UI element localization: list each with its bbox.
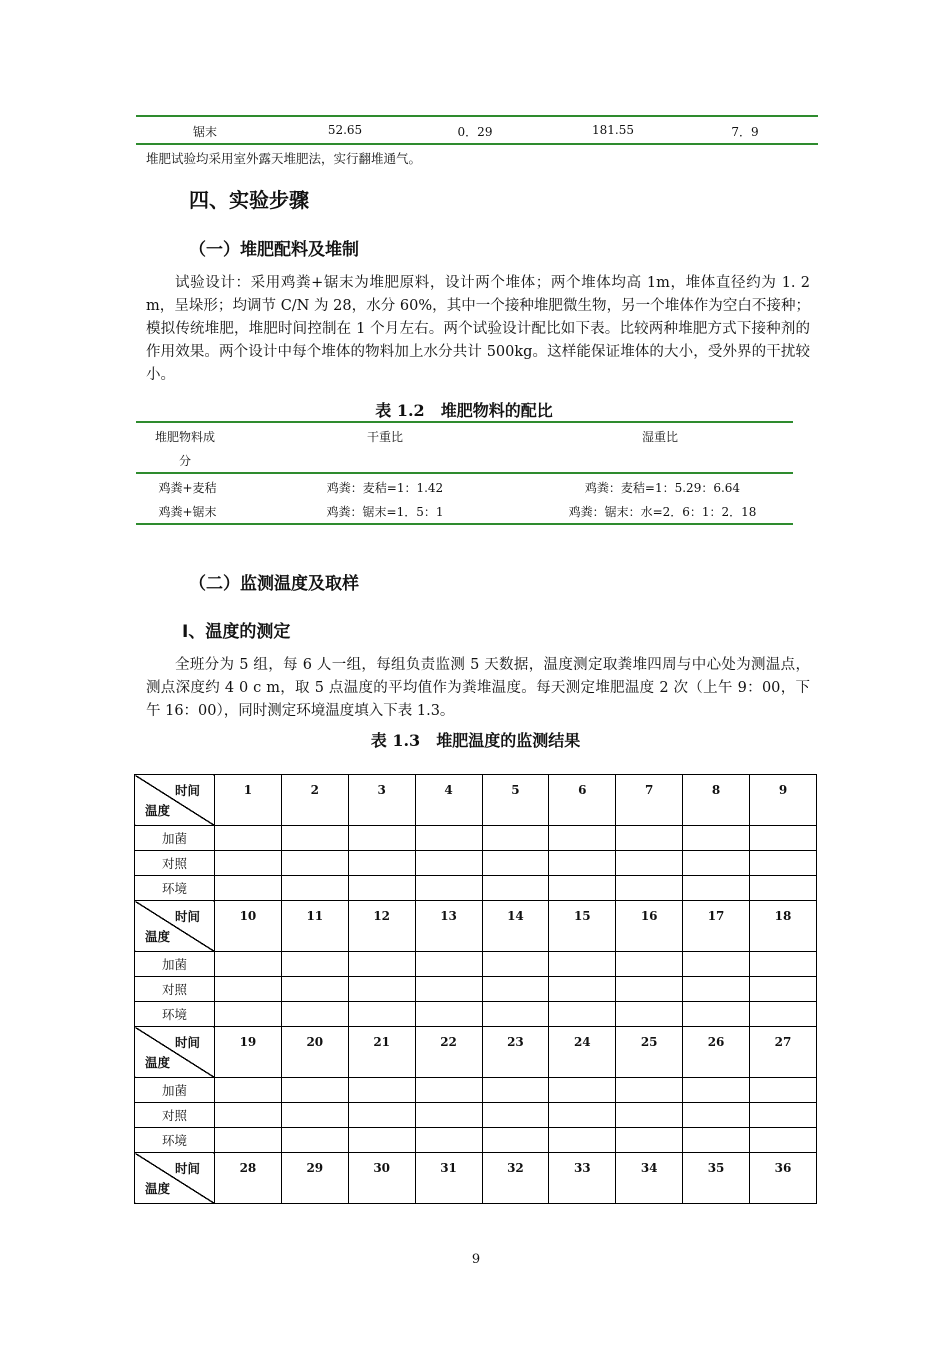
day-cell: 29 [281, 1153, 348, 1204]
day-cell: 28 [215, 1153, 282, 1204]
row-label-ambient: 环境 [135, 1128, 215, 1153]
day-cell: 26 [683, 1027, 750, 1078]
row-label-inoculated: 加菌 [135, 1078, 215, 1103]
table-row [135, 1153, 817, 1204]
day-cell: 32 [482, 1153, 549, 1204]
corner-time-label: 时间 [174, 1035, 200, 1050]
day-cell: 13 [415, 901, 482, 952]
table-1-2-row1-material: 鸡粪+麦秸 [158, 481, 217, 495]
corner-header-cell [135, 901, 215, 952]
day-cell: 16 [616, 901, 683, 952]
day-cell: 9 [750, 775, 817, 826]
day-cell: 27 [750, 1027, 817, 1078]
table-1-2-rule-bottom [136, 523, 793, 525]
temperature-table [134, 774, 817, 1204]
subsection-3-title: Ⅰ、温度的测定 [182, 622, 291, 642]
top-table-cell-3: 0．29 [457, 125, 493, 139]
row-label-ambient: 环境 [135, 1002, 215, 1027]
table-row [135, 1078, 817, 1103]
table-1-2-row2-dry: 鸡粪：锯末=1．5：1 [326, 505, 444, 519]
table-1-2-row1-wet: 鸡粪：麦秸=1：5.29：6.64 [584, 481, 741, 495]
row-label-control: 对照 [135, 977, 215, 1002]
day-cell: 30 [348, 1153, 415, 1204]
table-1-2-row2-wet: 鸡粪：锯末：水=2．6：1：2．18 [568, 505, 757, 519]
table-1-2-rule-mid [136, 472, 793, 474]
table-1-2-header-dry: 干重比 [366, 430, 403, 444]
table-row [135, 826, 817, 851]
top-table-rule-bottom [136, 143, 818, 145]
corner-header-cell [135, 1027, 215, 1078]
page-number: 9 [471, 1252, 481, 1267]
table-1-2-row1-dry: 鸡粪：麦秸=1：1.42 [326, 481, 444, 495]
day-cell: 5 [482, 775, 549, 826]
day-cell: 22 [415, 1027, 482, 1078]
corner-temp-label: 温度 [145, 803, 171, 818]
row-label-control: 对照 [135, 851, 215, 876]
subsection-1-title: （一）堆肥配料及堆制 [189, 240, 359, 260]
day-cell: 19 [215, 1027, 282, 1078]
day-cell: 4 [415, 775, 482, 826]
table-row [135, 901, 817, 952]
table-row [135, 851, 817, 876]
day-cell: 15 [549, 901, 616, 952]
table-row [135, 1002, 817, 1027]
top-table-cell-5: 7．9 [731, 125, 759, 139]
day-cell: 7 [616, 775, 683, 826]
table-row [135, 1027, 817, 1078]
day-cell: 1 [215, 775, 282, 826]
corner-time-label: 时间 [174, 1161, 200, 1176]
day-cell: 10 [215, 901, 282, 952]
table-row [135, 977, 817, 1002]
day-cell: 33 [549, 1153, 616, 1204]
day-cell: 23 [482, 1027, 549, 1078]
subsection-2-title: （二）监测温度及取样 [189, 574, 359, 594]
day-cell: 11 [281, 901, 348, 952]
day-cell: 3 [348, 775, 415, 826]
day-cell: 17 [683, 901, 750, 952]
row-label-ambient: 环境 [135, 876, 215, 901]
corner-header-cell [135, 775, 215, 826]
subsection-3-paragraph: 全班分为 5 组，每 6 人一组，每组负责监测 5 天数据，温度测定取粪堆四周与中心处为测温点，测点深度约 4 0 c m，取 5 点温度的平均值作为粪堆温度。每天测定堆肥温度 2 次（上午 9：00，下午 16：00），同时测定环境温度填入下表 1.3。 [146, 657, 810, 719]
table-1-2-header-material-line1: 堆肥物料成 [154, 430, 215, 444]
corner-temp-label: 温度 [145, 1181, 171, 1196]
day-cell: 12 [348, 901, 415, 952]
row-label-inoculated: 加菌 [135, 952, 215, 977]
table-row [135, 952, 817, 977]
day-cell: 34 [616, 1153, 683, 1204]
table-1-2-row2-material: 鸡粪+锯末 [158, 505, 217, 519]
table-row [135, 1128, 817, 1153]
top-table-rule-top [136, 115, 818, 117]
corner-temp-label: 温度 [145, 929, 171, 944]
table-1-3-caption: 表 1.3 堆肥温度的监测结果 [370, 731, 581, 750]
corner-temp-label: 温度 [145, 1055, 171, 1070]
table-1-2-header-material-line2: 分 [178, 454, 191, 468]
day-cell: 6 [549, 775, 616, 826]
corner-time-label: 时间 [174, 909, 200, 924]
day-cell: 35 [683, 1153, 750, 1204]
day-cell: 25 [616, 1027, 683, 1078]
note-text: 堆肥试验均采用室外露天堆肥法，实行翻堆通气。 [146, 151, 422, 166]
table-1-2-rule-top [136, 421, 793, 423]
day-cell: 2 [281, 775, 348, 826]
subsection-1-paragraph: 试验设计：采用鸡粪+锯末为堆肥原料，设计两个堆体；两个堆体均高 1m，堆体直径约为 1. 2 m，呈垛形；均调节 C/N 为 28，水分 60%，其中一个接种堆肥微生物，另一个堆体作为空白不接种；模拟传统堆肥，堆肥时间控制在 1 个月左右。两个试验设计配比如下表。比较两种堆肥方式下接种剂的作用效果。两个设计中每个堆体的物料加上水分共计 500kg。这样能保证堆体的大小，受外界的干扰较小。 [146, 275, 810, 383]
day-cell: 31 [415, 1153, 482, 1204]
day-cell: 14 [482, 901, 549, 952]
table-row [135, 876, 817, 901]
table-1-2-caption: 表 1.2 堆肥物料的配比 [375, 401, 553, 420]
day-cell: 36 [750, 1153, 817, 1204]
day-cell: 8 [683, 775, 750, 826]
table-1-2-header-wet: 湿重比 [641, 430, 678, 444]
top-table-cell-4: 181.55 [592, 123, 634, 137]
day-cell: 20 [281, 1027, 348, 1078]
day-cell: 24 [549, 1027, 616, 1078]
top-table-cell-material: 锯末 [192, 125, 217, 139]
section-title: 四、实验步骤 [189, 188, 309, 212]
corner-time-label: 时间 [174, 783, 200, 798]
day-cell: 21 [348, 1027, 415, 1078]
table-row [135, 775, 817, 826]
table-row [135, 1103, 817, 1128]
top-table-cell-2: 52.65 [327, 123, 363, 137]
row-label-control: 对照 [135, 1103, 215, 1128]
corner-header-cell [135, 1153, 215, 1204]
row-label-inoculated: 加菌 [135, 826, 215, 851]
day-cell: 18 [750, 901, 817, 952]
